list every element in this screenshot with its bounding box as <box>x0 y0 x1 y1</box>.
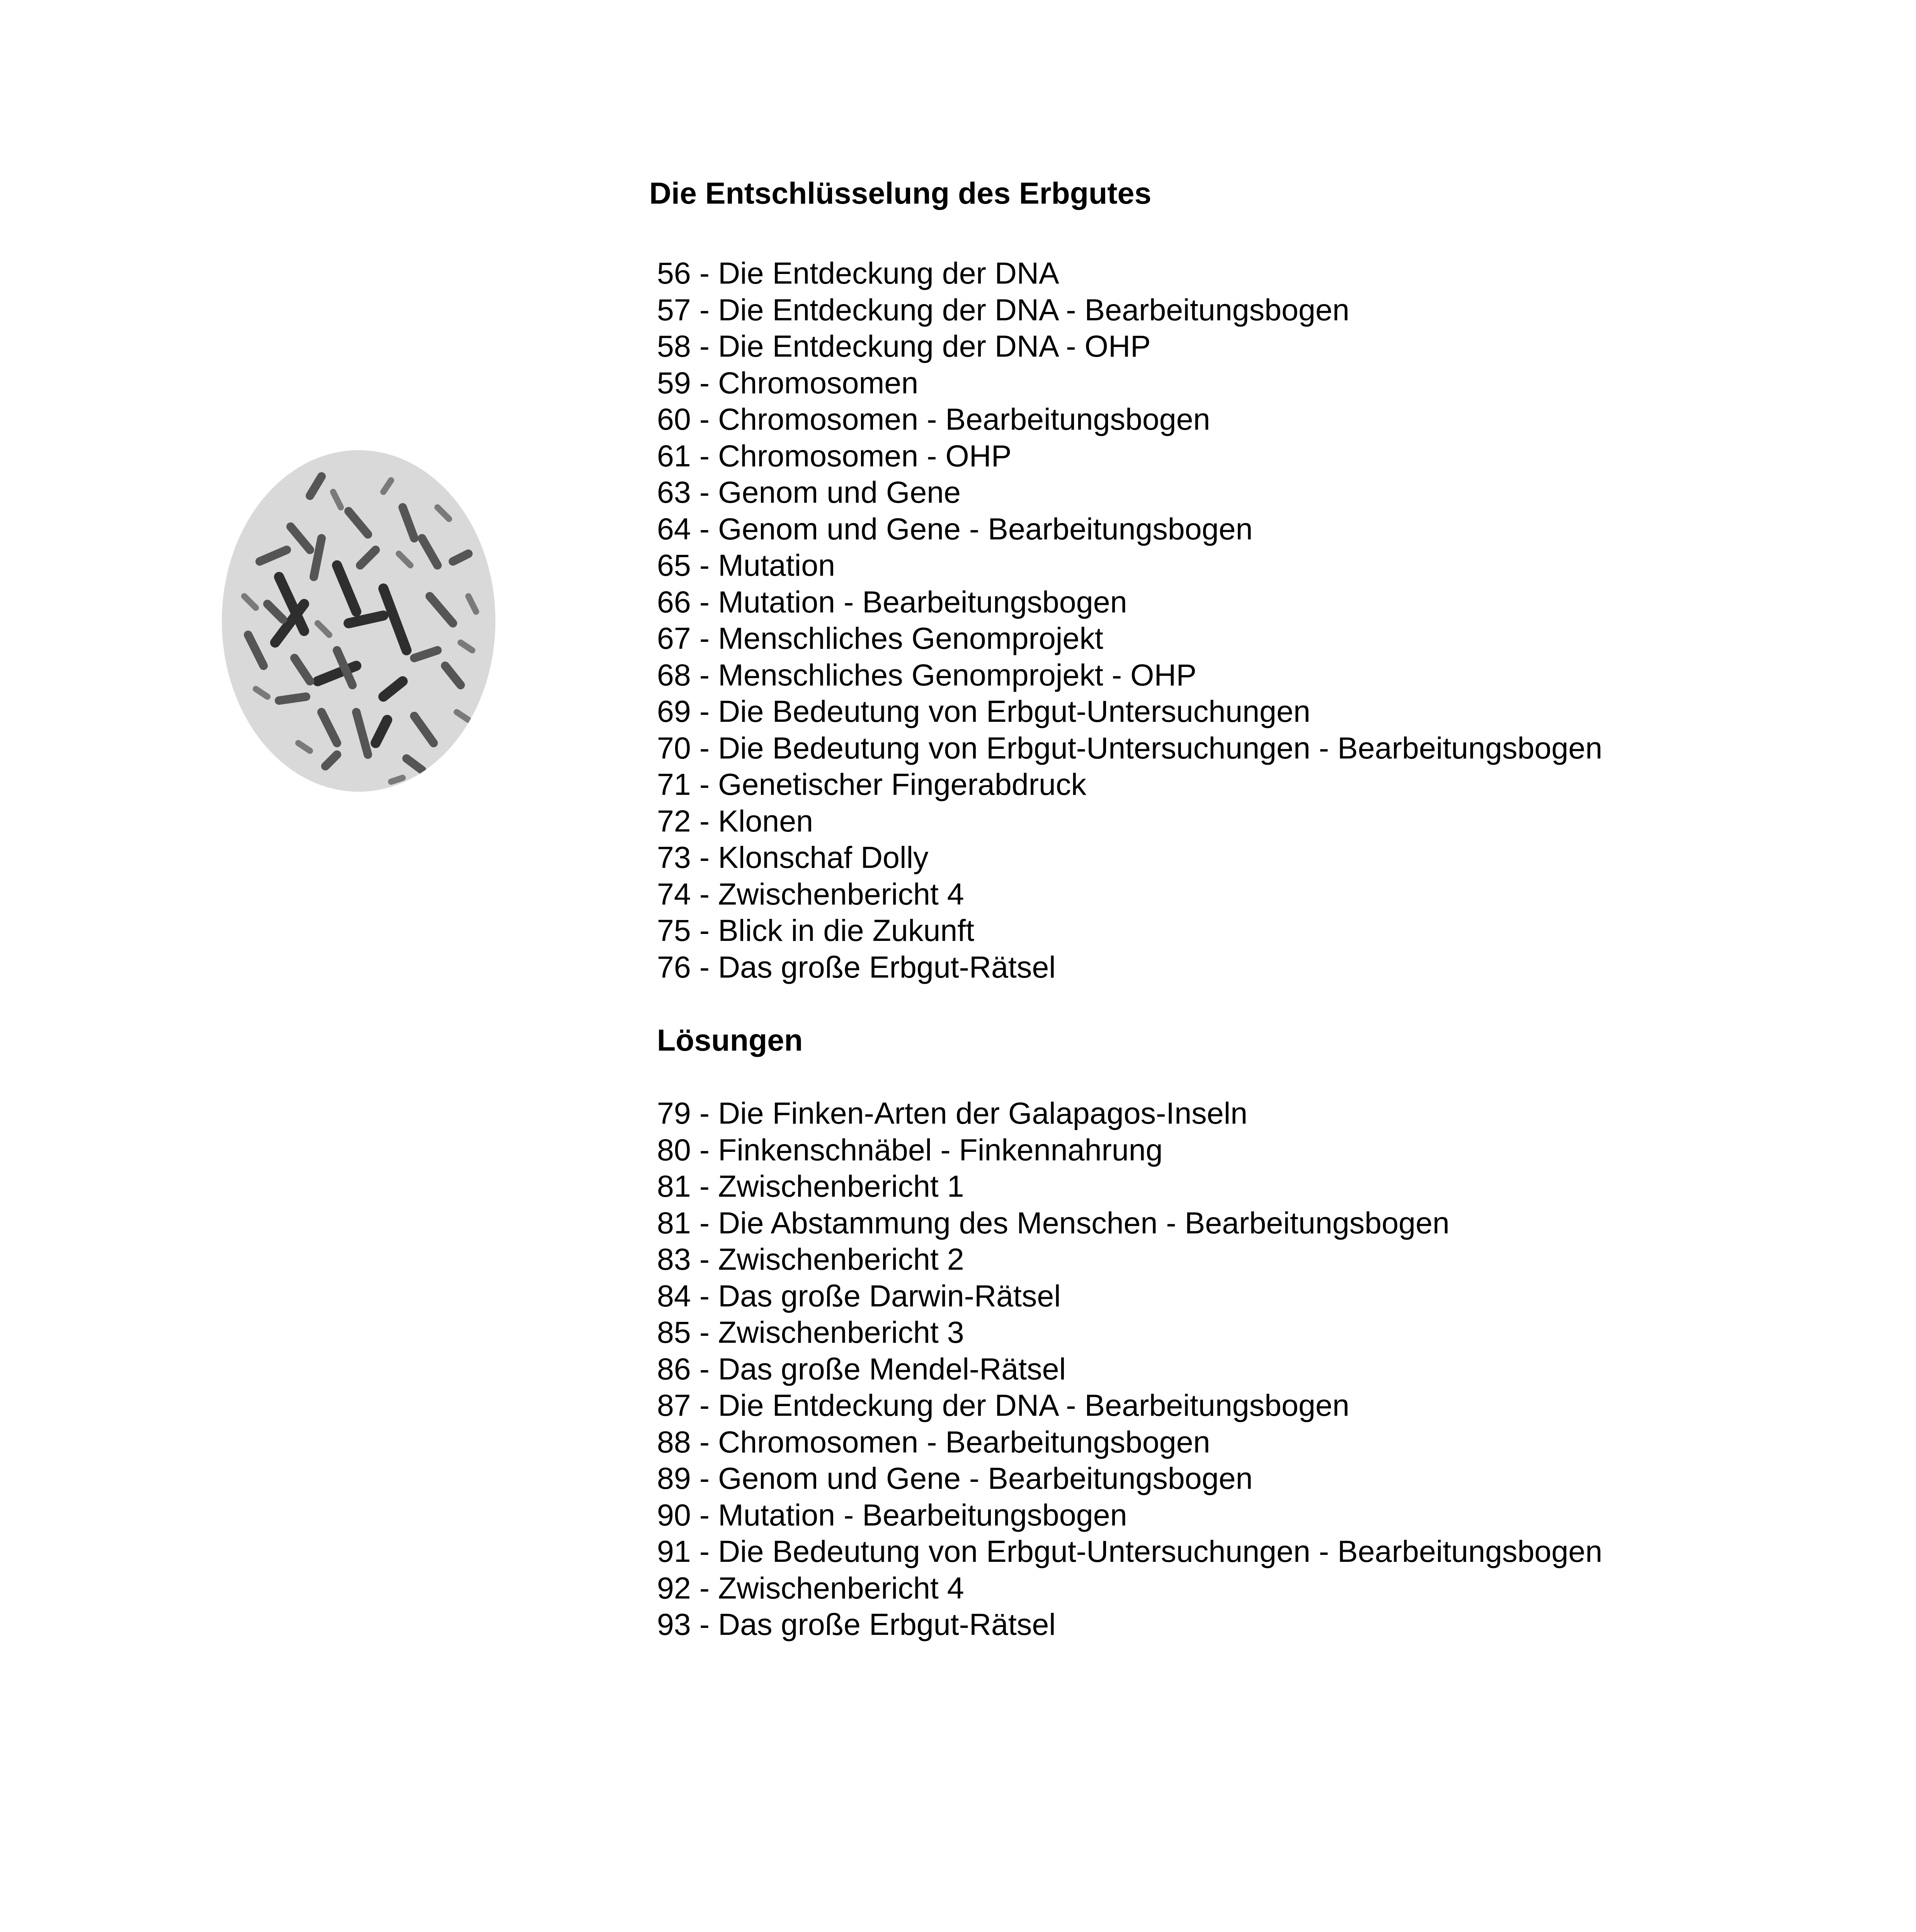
section-erbgut <box>649 174 1847 985</box>
toc-entry: 58 - Die Entdeckung der DNA - OHP <box>657 329 1151 363</box>
toc-entry: 73 - Klonschaf Dolly <box>657 840 929 874</box>
toc-entry: 89 - Genom und Gene - Bearbeitungsbogen <box>657 1461 1253 1495</box>
table-of-contents <box>649 174 1847 1643</box>
toc-entry: 81 - Zwischenbericht 1 <box>657 1169 964 1203</box>
toc-entry: 69 - Die Bedeutung von Erbgut-Untersuchungen <box>657 694 1310 728</box>
toc-entry: 75 - Blick in die Zukunft <box>657 913 975 947</box>
section-heading: Die Entschlüsselung des Erbgutes <box>649 176 1152 210</box>
toc-entry: 67 - Menschliches Genomprojekt <box>657 621 1103 655</box>
section-loesungen <box>649 1021 1847 1643</box>
toc-entry: 92 - Zwischenbericht 4 <box>657 1570 964 1605</box>
toc-entry: 63 - Genom und Gene <box>657 475 961 509</box>
toc-entry: 76 - Das große Erbgut-Rätsel <box>657 949 1056 984</box>
toc-entry: 56 - Die Entdeckung der DNA <box>657 256 1059 290</box>
toc-entry: 74 - Zwischenbericht 4 <box>657 876 964 911</box>
chromosome-micrograph-image <box>221 449 496 793</box>
chromosome-micrograph-icon <box>221 449 496 793</box>
toc-entry: 81 - Die Abstammung des Menschen - Bearbeitungsbogen <box>657 1205 1450 1240</box>
toc-entry: 85 - Zwischenbericht 3 <box>657 1315 964 1349</box>
toc-entry: 70 - Die Bedeutung von Erbgut-Untersuchungen - Bearbeitungsbogen <box>657 730 1603 765</box>
toc-list <box>657 255 1847 985</box>
toc-list <box>657 1095 1847 1643</box>
toc-entry: 79 - Die Finken-Arten der Galapagos-Inseln <box>657 1096 1248 1130</box>
toc-entry: 80 - Finkenschnäbel - Finkennahrung <box>657 1132 1163 1167</box>
toc-entry: 91 - Die Bedeutung von Erbgut-Untersuchungen - Bearbeitungsbogen <box>657 1534 1603 1568</box>
toc-entry: 65 - Mutation <box>657 548 835 582</box>
toc-entry: 61 - Chromosomen - OHP <box>657 438 1012 473</box>
toc-entry: 59 - Chromosomen <box>657 365 919 400</box>
toc-entry: 68 - Menschliches Genomprojekt - OHP <box>657 657 1197 692</box>
toc-entry: 88 - Chromosomen - Bearbeitungsbogen <box>657 1424 1210 1459</box>
toc-entry: 86 - Das große Mendel-Rätsel <box>657 1351 1066 1386</box>
section-heading: Lösungen <box>657 1023 803 1057</box>
toc-entry: 87 - Die Entdeckung der DNA - Bearbeitungsbogen <box>657 1388 1349 1422</box>
toc-entry: 83 - Zwischenbericht 2 <box>657 1242 964 1276</box>
toc-entry: 93 - Das große Erbgut-Rätsel <box>657 1607 1056 1641</box>
toc-entry: 84 - Das große Darwin-Rätsel <box>657 1278 1061 1313</box>
toc-entry: 57 - Die Entdeckung der DNA - Bearbeitungsbogen <box>657 292 1349 327</box>
toc-entry: 64 - Genom und Gene - Bearbeitungsbogen <box>657 511 1253 546</box>
toc-entry: 90 - Mutation - Bearbeitungsbogen <box>657 1497 1127 1532</box>
toc-entry: 71 - Genetischer Fingerabdruck <box>657 767 1086 801</box>
toc-entry: 66 - Mutation - Bearbeitungsbogen <box>657 584 1127 619</box>
toc-entry: 60 - Chromosomen - Bearbeitungsbogen <box>657 402 1210 436</box>
toc-entry: 72 - Klonen <box>657 803 813 838</box>
